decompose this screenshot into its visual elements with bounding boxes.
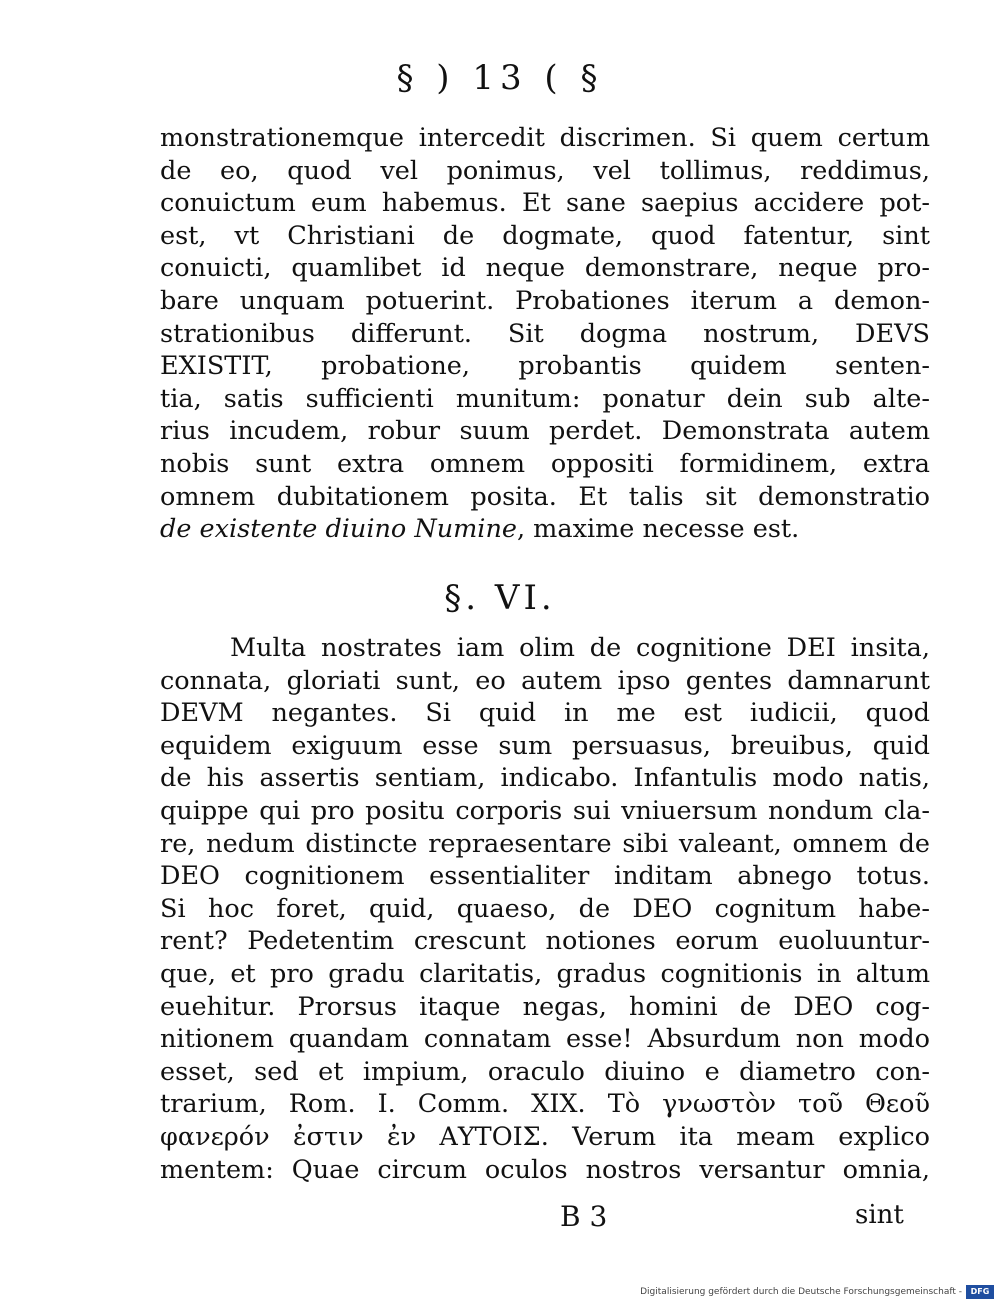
text-line: Multa nostrates iam olim de cognitione DEI insita, bbox=[230, 633, 930, 663]
text-line: connata, gloriati sunt, eo autem ipso gentes damnarunt bbox=[160, 665, 930, 696]
text-line: mentem: Quae circum oculos nostros versantur omnia, bbox=[160, 1154, 930, 1185]
section-heading: §. VI. bbox=[444, 578, 556, 618]
text-line-last bbox=[160, 513, 930, 546]
catchword: sint bbox=[855, 1200, 904, 1230]
text-line: nitionem quandam connatam esse! Absurdum non modo bbox=[160, 1024, 930, 1055]
page-number-header: § ) 13 ( § bbox=[396, 58, 604, 98]
text-line: conuictum eum habemus. Et sane saepius accidere pot- bbox=[160, 188, 930, 219]
text-line: quippe qui pro positu corporis sui vniuersum nondum cla- bbox=[160, 795, 930, 826]
text-line: esset, sed et impium, oraculo diuino e diametro con- bbox=[160, 1056, 930, 1087]
text-line: nobis sunt extra omnem oppositi formidinem, extra bbox=[160, 448, 930, 479]
text-line: est, vt Christiani de dogmate, quod fatentur, sint bbox=[160, 220, 930, 251]
text-line: conuicti, quamlibet id neque demonstrare, neque pro- bbox=[160, 253, 930, 284]
text-line: monstrationemque intercedit discrimen. Si quem certum bbox=[160, 123, 930, 153]
paragraph-1 bbox=[160, 122, 930, 546]
text-line: trarium, Rom. I. Comm. XIX. Τὸ γνωστὸν τοῦ Θεοῦ bbox=[160, 1089, 930, 1120]
text-line: que, et pro gradu claritatis, gradus cognitionis in altum bbox=[160, 958, 930, 989]
text-line: tia, satis sufficienti munitum: ponatur dein sub alte- bbox=[160, 383, 930, 414]
text-line: bare unquam potuerint. Probationes iterum a demon- bbox=[160, 285, 930, 316]
text-line: rius incudem, robur suum perdet. Demonstrata autem bbox=[160, 416, 930, 447]
text-line: strationibus differunt. Sit dogma nostrum, DEVS bbox=[160, 318, 930, 349]
text-line: rent? Pedetentim crescunt notiones eorum euoluuntur- bbox=[160, 926, 930, 957]
text-line: Si hoc foret, quid, quaeso, de DEO cognitum habe- bbox=[160, 893, 930, 924]
text-line: DEVM negantes. Si quid in me est iudicii, quod bbox=[160, 698, 930, 729]
text-fragment: , maxime necesse est. bbox=[516, 514, 800, 545]
paragraph-2 bbox=[160, 632, 930, 1186]
text-line: euehitur. Prorsus itaque negas, homini de DEO cog- bbox=[160, 991, 930, 1022]
text-line: EXISTIT, probatione, probantis quidem senten- bbox=[160, 351, 930, 382]
signature-mark: B 3 bbox=[560, 1200, 608, 1233]
text-line: equidem exiguum esse sum persuasus, breuibus, quid bbox=[160, 730, 930, 761]
dfg-logo: DFG bbox=[966, 1285, 994, 1299]
text-line: de his assertis sentiam, indicabo. Infantulis modo natis, bbox=[160, 763, 930, 794]
text-line: omnem dubitationem posita. Et talis sit demonstratio bbox=[160, 481, 930, 512]
text-line: de eo, quod vel ponimus, vel tollimus, reddimus, bbox=[160, 155, 930, 186]
text-line: DEO cognitionem essentialiter inditam abnego totus. bbox=[160, 861, 930, 892]
italic-phrase: de existente diuino Numine bbox=[160, 514, 517, 545]
footer-credit: Digitalisierung gefördert durch die Deutsche Forschungsgemeinschaft - bbox=[640, 1287, 962, 1297]
text-line: re, nedum distincte repraesentare sibi valeant, omnem de bbox=[160, 828, 930, 859]
text-line: φανερόν ἐστιν ἐν ΑΥΤΟΙΣ. Verum ita meam explico bbox=[160, 1121, 930, 1152]
